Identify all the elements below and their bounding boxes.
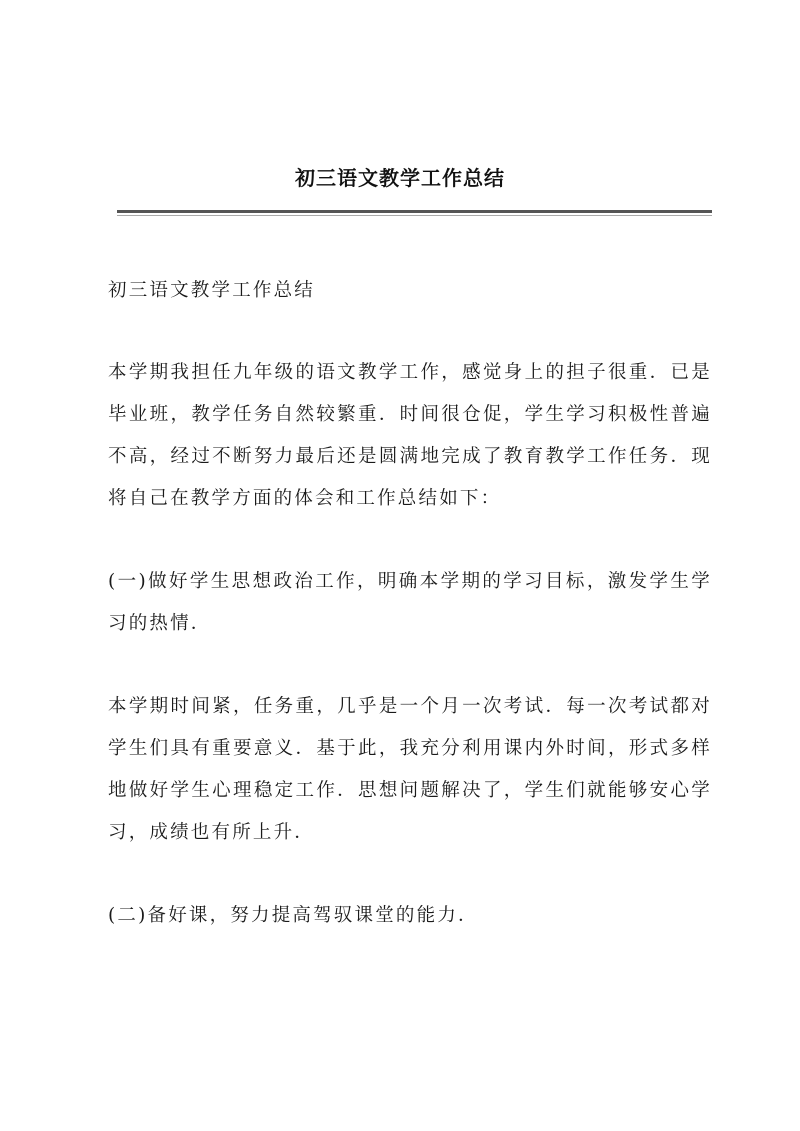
section-heading-2: (二)备好课，努力提高驾驭课堂的能力． — [108, 905, 479, 926]
title-divider-thin — [117, 215, 712, 216]
section-heading-1: (一)做好学生思想政治工作，明确本学期的学习目标，激发学生学习的热情． — [108, 571, 712, 634]
intro-paragraph: 本学期我担任九年级的语文教学工作，感觉身上的担子很重．已是毕业班，教学任务自然较繁重．时间很仓促，学生学习积极性普遍不高，经过不断努力最后还是圆满地完成了教育教学工作任务．现将自己在教学方面的体会和工作总结如下： — [108, 362, 712, 509]
document-title: 初三语文教学工作总结 — [295, 166, 505, 190]
section-paragraph-1: 本学期时间紧，任务重，几乎是一个月一次考试．每一次考试都对学生们具有重要意义．基于此，我充分利用课内外时间，形式多样地做好学生心理稳定工作．思想问题解决了，学生们就能够安心学习，成绩也有所上升． — [108, 696, 712, 843]
subtitle-paragraph: 初三语文教学工作总结 — [108, 280, 316, 301]
title-divider — [117, 210, 712, 213]
